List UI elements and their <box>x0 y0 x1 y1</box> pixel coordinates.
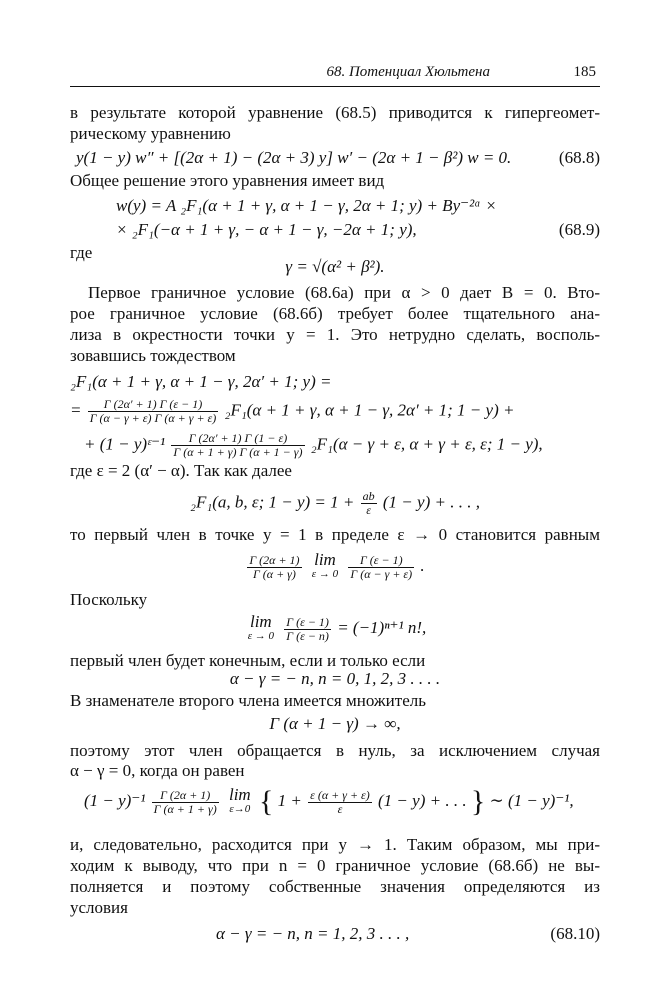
page-number: 185 <box>573 64 596 80</box>
fraction <box>361 490 377 517</box>
text-line: где ε = 2 (α′ − α). Так как далее <box>70 461 292 480</box>
fraction-denominator: Γ (α + 1 + γ) Γ (α + 1 − γ) <box>173 445 303 459</box>
limit-operator <box>247 612 275 643</box>
limit-subscript: ε → 0 <box>311 568 339 580</box>
equation-body: w(y) = A ₂F₁(α + 1 + γ, α + 1 − γ, 2α + 1; y) + By⁻²ᵅ × <box>116 196 497 215</box>
text-line: где <box>70 243 93 262</box>
identity-prefix: = <box>70 400 82 420</box>
fraction-denominator: ε <box>337 801 343 816</box>
fraction-denominator: Γ (α − γ + ε) <box>350 566 413 581</box>
identity-suffix: ₂F₁(α + 1 + γ, α + 1 − γ, 2α′ + 1; 1 − y) + <box>224 400 515 420</box>
right-brace: } <box>470 785 486 818</box>
fraction <box>171 432 304 459</box>
text-line: рическому уравнению <box>70 124 231 143</box>
equation-part: (1 − y)⁻¹ <box>84 790 146 810</box>
text-line: поэтому этот член обращается в нуль, за исключением случая <box>70 741 600 760</box>
limit-label: lim <box>228 785 251 804</box>
fraction-numerator: Γ (ε − 1) <box>348 554 414 568</box>
fraction-numerator: Γ (2α′ + 1) Γ (1 − ε) <box>171 432 304 446</box>
fraction-numerator: Γ (2α + 1) <box>249 552 300 567</box>
equation-part: (1 − y) + . . . <box>378 790 467 810</box>
text-line: α − γ = 0, когда он равен <box>70 761 245 780</box>
fraction-denominator: ε <box>366 503 371 517</box>
text-line: полняется и поэтому собственные значения определяются из <box>70 877 600 896</box>
equation-condition-1: α − γ = − n, n = 0, 1, 2, 3 . . . . <box>229 669 441 688</box>
equation-body: y(1 − y) w″ + [(2α + 1) − (2α + 3) y] w′ − (2α + 1 − β²) w = 0. <box>76 148 512 167</box>
equation-limit-1 <box>70 550 600 581</box>
equation-limit-3 <box>84 785 594 818</box>
running-head <box>70 64 600 87</box>
fraction <box>348 554 414 581</box>
equation-body: α − γ = − n, n = 1, 2, 3 . . . , <box>216 924 410 943</box>
fraction-numerator: ab <box>362 489 375 503</box>
equation-part: = (−1)ⁿ⁺¹ n!, <box>337 617 427 637</box>
limit-label: lim <box>314 550 336 569</box>
text-line: Первое граничное условие (68.6а) при α > 0 дает B = 0. Вто- <box>88 283 600 302</box>
fraction-numerator: Γ (2α′ + 1) Γ (ε − 1) <box>88 398 219 412</box>
running-title: 68. Потенциал Хюльтена <box>326 64 490 80</box>
limit-subscript: ε → 0 <box>247 630 275 642</box>
equation-number: (68.10) <box>550 924 600 943</box>
limit-operator <box>228 785 251 816</box>
fraction-denominator: Γ (α − γ + ε) Γ (α + γ + ε) <box>89 411 217 425</box>
fraction <box>284 616 331 643</box>
equation-part: (1 − y) + . . . , <box>382 492 480 512</box>
fraction <box>152 789 219 816</box>
equation-expansion <box>70 490 600 517</box>
text-line: то первый член в точке y = 1 в пределе ε → 0 становится равным <box>70 525 600 544</box>
identity-line2 <box>70 398 600 425</box>
limit-label: lim <box>249 612 272 631</box>
text-line: и, следовательно, расходится при y → 1. Таким образом, мы при- <box>70 835 600 854</box>
equation-part: ₂F₁(a, b, ε; 1 − y) = 1 + <box>190 492 355 512</box>
equation-part: ∼ (1 − y)⁻¹, <box>489 790 574 810</box>
text-line: Поскольку <box>70 590 148 609</box>
fraction-numerator: Γ (ε − 1) <box>286 614 329 629</box>
identity-line1: ₂F₁(α + 1 + γ, α + 1 − γ, 2α′ + 1; y) = <box>70 372 332 391</box>
equation-part: . <box>420 555 425 575</box>
fraction-denominator: Γ (α + 1 + γ) <box>153 801 217 816</box>
equation-number: (68.8) <box>558 148 600 167</box>
identity-prefix: + (1 − y)ᵋ⁻¹ <box>84 434 166 454</box>
fraction-denominator: Γ (ε − n) <box>286 628 329 643</box>
fraction <box>88 398 219 425</box>
equation-limit-2 <box>70 612 600 643</box>
limit-operator <box>311 550 339 581</box>
text-line: первый член будет конечным, если и только если <box>70 651 426 670</box>
equation-number: (68.9) <box>558 220 600 239</box>
equation-gamma: γ = √(α² + β²). <box>285 257 385 276</box>
text-line: В знаменателе второго члена имеется множитель <box>70 691 426 710</box>
text-line: зовавшись тождеством <box>70 346 236 365</box>
fraction-numerator: ε (α + γ + ε) <box>310 787 370 802</box>
text-line: ходим к выводу, что при n = 0 граничное условие (68.6б) не вы- <box>70 856 600 875</box>
limit-subscript: ε→0 <box>229 803 251 815</box>
text-line: в результате которой уравнение (68.5) приводится к гипергеомет- <box>70 103 600 122</box>
equation-body: × ₂F₁(−α + 1 + γ, − α + 1 − γ, −2α + 1; y), <box>116 220 417 239</box>
fraction <box>308 789 372 816</box>
equation-gamma-infinity: Γ (α + 1 − γ) → ∞, <box>269 714 401 733</box>
equation-part: 1 + <box>277 790 302 810</box>
left-brace: { <box>258 785 274 818</box>
text-line: условия <box>70 898 128 917</box>
fraction-denominator: Γ (α + γ) <box>252 566 296 581</box>
identity-suffix: ₂F₁(α − γ + ε, α + γ + ε, ε; 1 − y), <box>310 434 543 454</box>
text-line: лиза в окрестности точки y = 1. Это нетрудно сделать, восполь- <box>70 325 600 344</box>
identity-line3 <box>84 432 614 459</box>
text-line: рое граничное условие (68.6б) требует более тщательного ана- <box>70 304 600 323</box>
fraction <box>247 554 301 581</box>
text-line: Общее решение этого уравнения имеет вид <box>70 171 385 190</box>
fraction-numerator: Γ (2α + 1) <box>152 789 219 803</box>
